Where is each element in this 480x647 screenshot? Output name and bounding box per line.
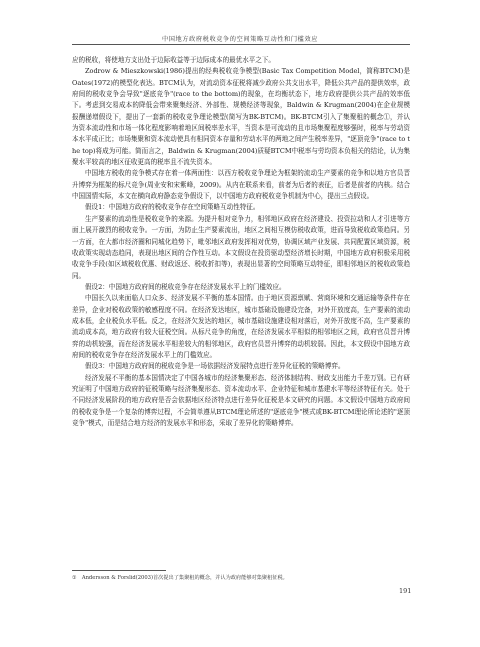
footnote-rule [72, 570, 166, 571]
header-rule [72, 44, 410, 45]
page-number: 191 [399, 587, 412, 595]
hypothesis-1: 假设1：中国地方政府的税收竞争存在空间策略互动性特征。 [85, 203, 260, 212]
paragraph-uneven-development: 中国长久以来面临人口众多、经济发展不平衡的基本国情。由于地区资源禀赋、营商环境和交通运输等条件存在差异，企业对税收政策的敏感程度不同。在经济发达地区，城市基础设施建设完备，对外开放度高，生产要素的流动成本低，企业税负水平低。反之，在经济欠发达的地区，城市基础设施建设相对落后，对外开放度不高，生产要素的流动成本高，地方政府有较大征税空间。从标尺竞争的角度，在经济发展水平相似的相邻地区之间，政府官员晋升博弈的动机较强，而在经济发展水平相差较大的相邻地区，政府官员晋升博弈的动机较弱。因此，本文假设中国地方政府间的税收竞争存在经济发展水平上的门槛效应。 [72, 294, 410, 359]
hypothesis-2: 假设2：中国地方政府间的税收竞争存在经济发展水平上的门槛效应。 [85, 282, 286, 291]
footnote: ① Andersson & Forslid(2003)首次提出了集聚租的概念，并认为政府能够对集聚租征税。 [72, 575, 288, 581]
paragraph-btcm-model: Zodrow & Mieszkowski(1986)提出的经典税收竞争模型(Basic Tax Competition Model，简称BTCM)是Oates(1972)的模型化表达。BTCM认为，对流动资本征税将减少政府公共支出水平，降低公共产品的提供效率，政府间的税收竞争会导致"逐底竞争"(race to the bottom)的现象，在均衡状态下，地方政府提供公共产品的效率低下。考虑到交易成本的降低会带来聚集经济、外部性、规模经济等现象，Baldwin & Krugman(2004)在企业规模报酬递增假设下，提出了一套新的税收竞争理论模型(简写为BK-BTCM)。BK-BTCM引入了集聚租的概念①，并认为资本流动性和市场一体化程度影响着地区间税率差水平，当资本是可流动的且市场集聚程度够强时，税率与劳动资本水平成正比；市场集聚和资本流动使具有相同资本存量和劳动水平的两地之间产生税率差异，"逐顶竞争"(race to the top)将成为可能。简而言之，Baldwin & Krugman(2004)质疑BTCM中税率与劳均资本负相关的结论，认为集聚水平较高的地区征收更高的税率且不流失资本。 [72, 67, 410, 167]
paragraph-factor-mobility: 生产要素的流动性是税收竞争的来源。为提升相对竞争力，相邻地区政府在经济建设、投资拉动和人才引进等方面上展开激烈的税收竞争。一方面，为防止生产要素流出，地区之间相互模仿税收政策，进而导致税收政策趋同。另一方面，在大都市经济圈和同城化趋势下，毗邻地区政府发挥相对优势，协调区域产业发展、共同配置区域资源，税收政策实现动态趋同，表现出地区间的合作性互动。本文假设在投资驱动型经济增长时期，中国地方政府积极采用税收竞争手段(如区域税收优惠、财政返还、税收折扣等)，表现出显著的空间策略互动特征，即相邻地区的税收政策趋同。 [72, 214, 410, 280]
body-text [72, 55, 410, 429]
paragraph-competition-mode: 中国地方税收的竞争模式存在着一体两面性：以西方税收竞争理论为框架的流动生产要素的竞争和以地方官员晋升博弈为框架的标尺竞争(周业安和宋紫峰，2009)。从内在联系来看，前者为后者的表征，后者是前者的内核。结合中国国情实际，本文在横向政府静态竞争假设下，以中国地方政府税收竞争机制为中心，提出三点假设。 [72, 169, 410, 201]
hypothesis-3: 假设3：中国地方政府间的税收竞争是一场依据经济发展特点进行差异化征税的策略博弈。 [85, 362, 345, 371]
paragraph-differentiated-taxation: 经济发展不平衡的基本国情决定了中国各城市的经济集聚形态、经济体制结构、财政支出能力千差万别。已有研究证明了中国地方政府的征税策略与经济集聚形态、资本流动水平、企业特征和城市基建水平等经济特征有关。处于不同经济发展阶段的地方政府是否会依据地区经济特点进行差异化征税是本文研究的问题。本文假设中国地方政府间的税收竞争是一个复杂的博弈过程，不会简单遵从BTCM理论所述的"逐底竞争"模式或BK-BTCM理论所论述的"逐顶竞争"模式，而是结合地方经济的发展水平和形态，采取了差异化的策略博弈。 [72, 373, 410, 427]
paragraph-continuation: 应的税收，将使地方支出处于边际收益等于边际成本的最优水平之下。 [72, 56, 275, 64]
running-head: 中国地方政府税收竞争的空间策略互动性和门槛效应 [161, 36, 319, 43]
